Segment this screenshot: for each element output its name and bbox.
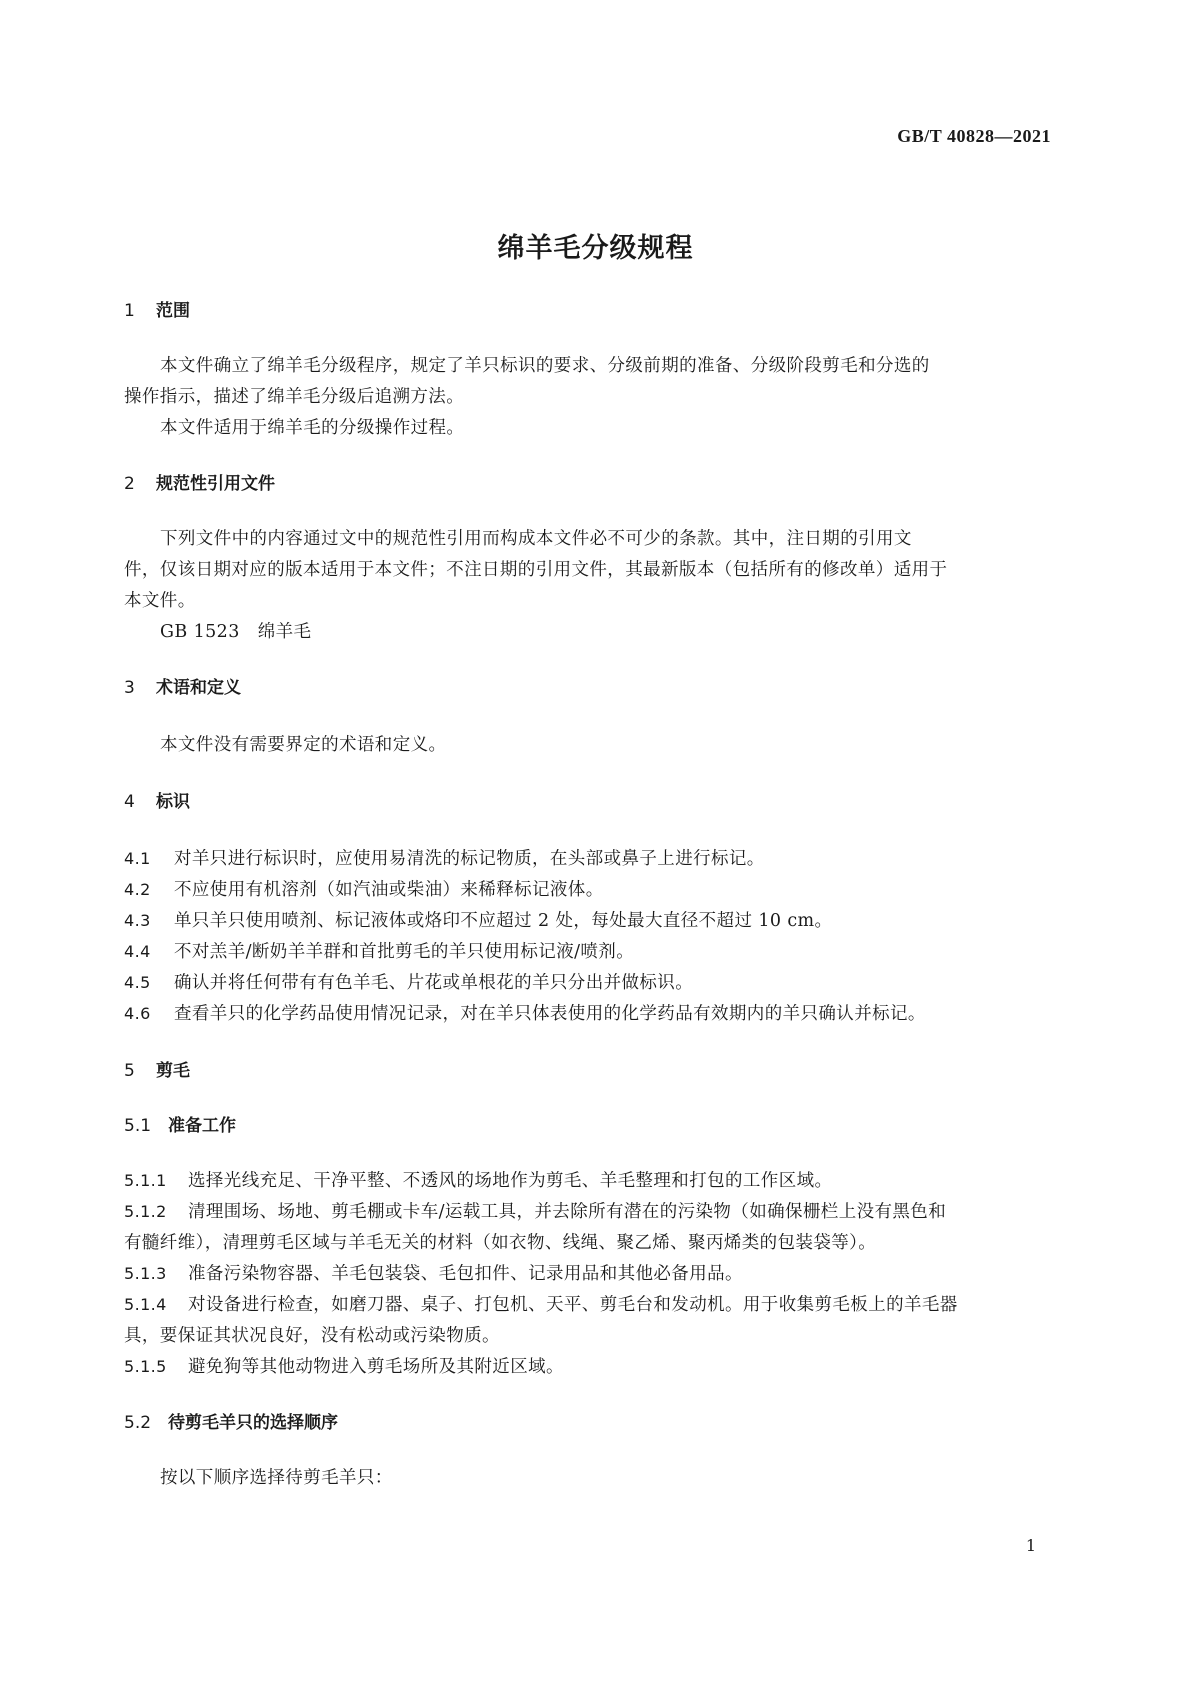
clause-number: 5.1.3 [124,1264,167,1283]
clause-5-1-5 [124,1353,564,1378]
section-title: 标识 [156,792,190,812]
section-2-heading [124,469,275,494]
section-number: 3 [124,678,135,698]
clause-text: 查看羊只的化学药品使用情况记录，对在羊只体表使用的化学药品有效期内的羊只确认并标记。 [174,1004,926,1024]
clause-number: 4.2 [124,880,151,899]
clause-4-3 [124,907,832,932]
clause-number: 4.4 [124,942,151,961]
section-title: 术语和定义 [156,678,241,698]
clause-number: 4.3 [124,911,151,930]
clause-4-5 [124,969,693,994]
paragraph-line: 件，仅该日期对应的版本适用于本文件；不注日期的引用文件，其最新版本（包括所有的修改单）适用于 [124,560,948,580]
document-title: 绵羊毛分级规程 [497,233,694,264]
reference-title: 绵羊毛 [257,622,312,642]
clause-number: 5.1.1 [124,1171,167,1190]
page-number: 1 [1025,1536,1036,1555]
paragraph-line: 操作指示，描述了绵羊毛分级后追溯方法。 [124,387,465,407]
subsection-5-2-heading [124,1408,338,1433]
section-number: 5.1 [124,1116,152,1136]
section-title: 准备工作 [168,1116,236,1136]
clause-4-2 [124,876,604,901]
clause-4-4 [124,938,634,963]
clause-5-1-1 [124,1167,832,1192]
clause-text: 对羊只进行标识时，应使用易清洗的标记物质，在头部或鼻子上进行标记。 [174,849,765,869]
clause-number: 4.5 [124,973,151,992]
clause-number: 4.6 [124,1004,151,1023]
paragraph-line: 本文件确立了绵羊毛分级程序，规定了羊只标识的要求、分级前期的准备、分级阶段剪毛和分选的 [160,356,930,376]
clause-text: 清理围场、场地、剪毛棚或卡车/运载工具，并去除所有潜在的污染物（如确保栅栏上没有黑色和 [188,1202,947,1222]
clause-text: 确认并将任何带有有色羊毛、片花或单根花的羊只分出并做标识。 [174,973,694,993]
section-title: 剪毛 [156,1061,190,1081]
section-title: 规范性引用文件 [156,474,275,494]
clause-continuation: 有髓纤维），清理剪毛区域与羊毛无关的材料（如衣物、线绳、聚乙烯、聚丙烯类的包装袋等）。 [124,1233,877,1253]
clause-number: 4.1 [124,849,151,868]
paragraph-line: 下列文件中的内容通过文中的规范性引用而构成本文件必不可少的条款。其中，注日期的引用文 [160,529,912,549]
section-5-heading [124,1056,190,1081]
section-number: 2 [124,474,135,494]
section-number: 5 [124,1061,135,1081]
clause-text: 对设备进行检查，如磨刀器、桌子、打包机、天平、剪毛台和发动机。用于收集剪毛板上的羊毛器 [188,1295,958,1315]
section-title: 待剪毛羊只的选择顺序 [168,1413,338,1433]
reference-code: GB 1523 [160,622,240,642]
section-1-heading [124,296,190,321]
clause-number: 5.1.2 [124,1202,167,1221]
paragraph-line: 按以下顺序选择待剪毛羊只： [160,1468,393,1488]
clause-5-1-4 [124,1291,958,1316]
clause-text: 准备污染物容器、羊毛包装袋、毛包扣件、记录用品和其他必备用品。 [188,1264,743,1284]
clause-text: 单只羊只使用喷剂、标记液体或烙印不应超过 2 处，每处最大直径不超过 10 cm。 [174,911,833,931]
clause-text: 不对羔羊/断奶羊羊群和首批剪毛的羊只使用标记液/喷剂。 [174,942,635,962]
section-number: 4 [124,792,135,812]
paragraph-line: 本文件适用于绵羊毛的分级操作过程。 [160,418,465,438]
section-number: 1 [124,301,135,321]
paragraph-line: 本文件没有需要界定的术语和定义。 [160,735,447,755]
standard-code: GB/T 40828—2021 [897,126,1051,146]
clause-text: 选择光线充足、干净平整、不透风的场地作为剪毛、羊毛整理和打包的工作区域。 [188,1171,833,1191]
section-title: 范围 [156,301,190,321]
clause-4-6 [124,1000,926,1025]
clause-text: 不应使用有机溶剂（如汽油或柴油）来稀释标记液体。 [174,880,604,900]
clause-continuation: 具，要保证其状况良好，没有松动或污染物质。 [124,1326,500,1346]
clause-number: 5.1.5 [124,1357,167,1376]
clause-4-1 [124,845,765,870]
clause-5-1-2 [124,1198,946,1223]
section-3-heading [124,673,241,698]
clause-number: 5.1.4 [124,1295,167,1314]
clause-5-1-3 [124,1260,743,1285]
clause-text: 避免狗等其他动物进入剪毛场所及其附近区域。 [188,1357,564,1377]
paragraph-line: 本文件。 [124,591,196,611]
section-4-heading [124,787,190,812]
normative-reference [160,618,311,643]
subsection-5-1-heading [124,1111,236,1136]
section-number: 5.2 [124,1413,152,1433]
